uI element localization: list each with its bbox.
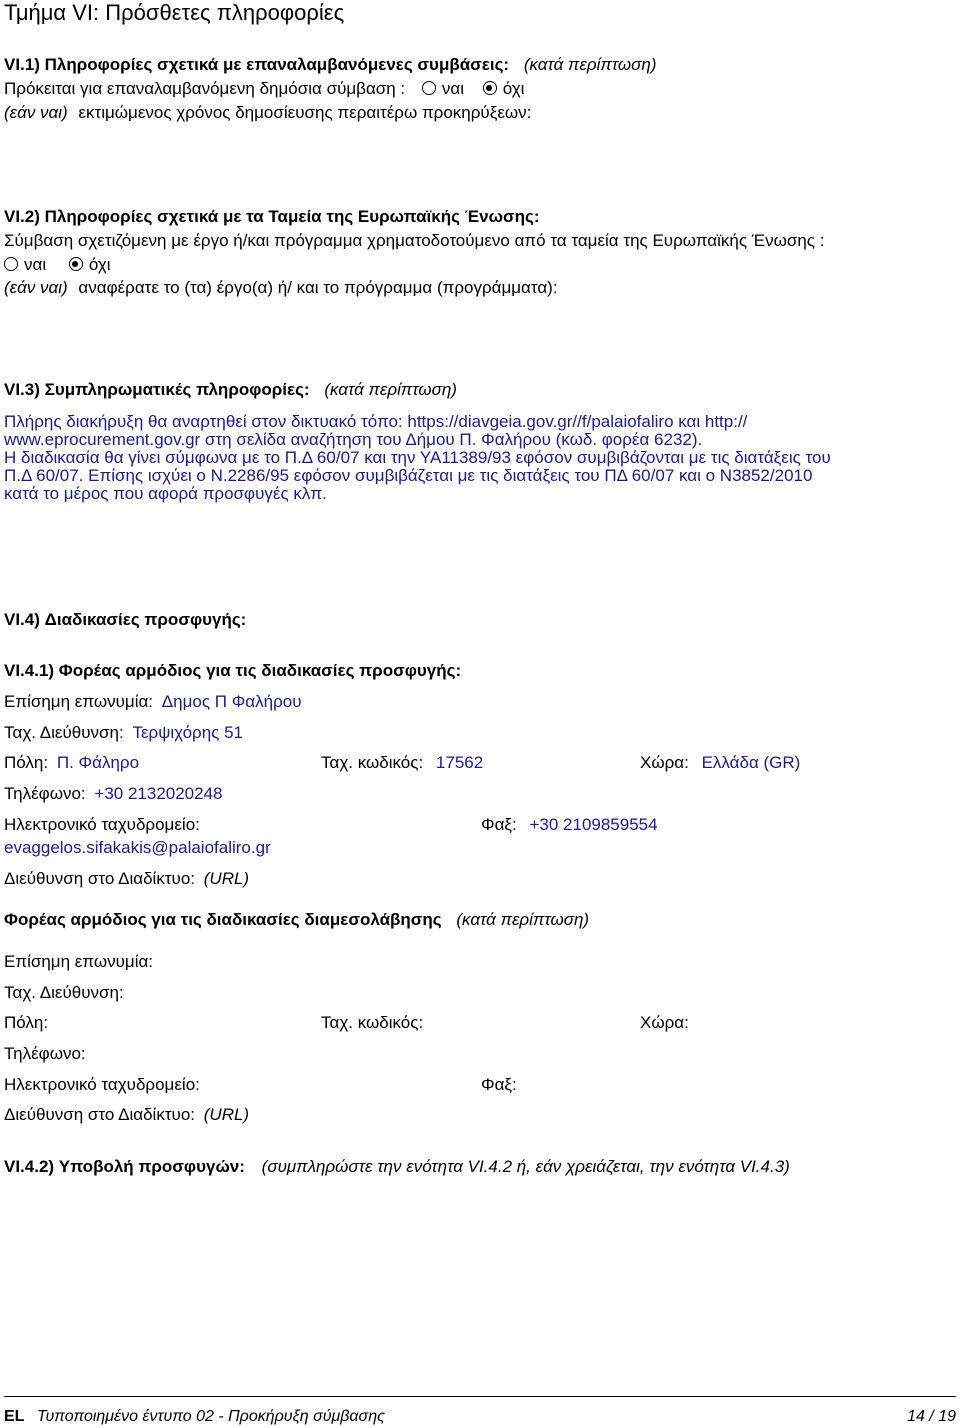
city-value: Π. Φάληρο: [56, 753, 140, 772]
phone-value: +30 2132020248: [94, 784, 223, 803]
section-vi3-heading-row: [4, 380, 457, 400]
recurrent-yes-option[interactable]: [422, 79, 464, 98]
review-body-address-row: [4, 723, 243, 743]
radio-no-icon[interactable]: [483, 81, 497, 95]
eu-yes-option[interactable]: [4, 255, 46, 274]
section-vi2-options-row: [4, 255, 111, 275]
recurrent-question: Πρόκειται για επαναλαμβανόμενη δημόσια σύμβαση :: [4, 79, 406, 98]
fax-label: Φαξ:: [481, 815, 517, 834]
mediation-email-label: Ηλεκτρονικό ταχυδρομείο:: [4, 1075, 200, 1094]
mediation-phone-label: Τηλέφωνο:: [4, 1044, 86, 1063]
city-label: Πόλη:: [4, 753, 49, 772]
url-note: (URL): [203, 869, 250, 888]
eu-ifyes-text: αναφέρατε το (τα) έργο(α) ή/ και το πρόγραμμα (προγράμματα):: [78, 278, 558, 297]
section-vi1-heading-row: [4, 55, 657, 75]
mediation-city-label: Πόλη:: [4, 1013, 49, 1032]
footer-divider: [4, 1396, 956, 1397]
section-vi42-heading: VI.4.2) Υποβολή προσφυγών:: [4, 1157, 245, 1176]
phone-label: Τηλέφωνο:: [4, 784, 86, 803]
mediation-note: (κατά περίπτωση): [456, 910, 590, 929]
footer-page: 14 / 19: [907, 1408, 956, 1425]
page-title: Τμήμα VI: Πρόσθετες πληροφορίες: [4, 0, 345, 25]
additional-info-line: Π.Δ 60/07. Επίσης ισχύει ο Ν.2286/95 εφόσον συμβιβάζεται με τις διατάξεις του ΠΔ 60/07 και ο Ν3852/2010: [4, 466, 813, 485]
email-label: Ηλεκτρονικό ταχυδρομείο:: [4, 815, 200, 834]
review-body-city-row: [4, 753, 139, 773]
mediation-country-label: Χώρα:: [640, 1013, 689, 1032]
review-body-postal-row: [321, 753, 483, 773]
eu-no-label: όχι: [88, 255, 111, 274]
recurrent-yes-label: ναι: [441, 79, 465, 98]
review-body-fax-row: [481, 815, 658, 835]
footer-form: Τυποποιημένο έντυπο 02 - Προκήρυξη σύμβασης: [36, 1408, 385, 1425]
section-vi1-question-row: [4, 79, 524, 99]
section-vi41-heading: VI.4.1) Φορέας αρμόδιος για τις διαδικασίες προσφυγής:: [4, 661, 462, 680]
mediation-heading: Φορέας αρμόδιος για τις διαδικασίες διαμεσολάβησης: [4, 910, 442, 929]
recurrent-no-label: όχι: [502, 79, 525, 98]
mediation-fax-label: Φαξ:: [481, 1075, 517, 1094]
recurrent-no-option[interactable]: [483, 79, 525, 98]
review-body-country-row: [640, 753, 800, 773]
section-vi2-ifyes-row: [4, 278, 558, 298]
additional-info-line: κατά το μέρος που αφορά προσφυγές κλπ.: [4, 484, 327, 503]
radio-no-icon[interactable]: [69, 257, 83, 271]
recurrent-ifyes: (εάν ναι): [4, 103, 68, 122]
url-label: Διεύθυνση στο Διαδίκτυο:: [4, 869, 196, 888]
section-vi42-note: (συμπληρώστε την ενότητα VI.4.2 ή, εάν χρειάζεται, την ενότητα VI.4.3): [261, 1157, 790, 1176]
footer-left: [4, 1408, 385, 1426]
address-label: Ταχ. Διεύθυνση:: [4, 723, 124, 742]
recurrent-ifyes-text: εκτιμώμενος χρόνος δημοσίευσης περαιτέρω προκηρύξεων:: [78, 103, 532, 122]
mediation-heading-row: [4, 910, 589, 930]
section-vi1-heading: VI.1) Πληροφορίες σχετικά με επαναλαμβανόμενες συμβάσεις:: [4, 55, 510, 74]
section-vi4-heading: VI.4) Διαδικασίες προσφυγής:: [4, 610, 247, 629]
eu-yes-label: ναι: [24, 255, 47, 274]
official-name-label: Επίσημη επωνυμία:: [4, 692, 154, 711]
additional-info-line: Πλήρης διακήρυξη θα αναρτηθεί στον δικτυακό τόπο: https://diavgeia.gov.gr//f/palaiofaliro και http://: [4, 412, 748, 431]
postal-value: 17562: [435, 753, 484, 772]
country-label: Χώρα:: [640, 753, 689, 772]
mediation-address-label: Ταχ. Διεύθυνση:: [4, 983, 124, 1002]
postal-label: Ταχ. κωδικός:: [321, 753, 424, 772]
review-body-url-row: [4, 869, 249, 889]
radio-yes-icon[interactable]: [422, 81, 436, 95]
country-value: Ελλάδα (GR): [701, 753, 801, 772]
section-vi1-note: (κατά περίπτωση): [523, 55, 657, 74]
additional-info-line: www.eprocurement.gov.gr στη σελίδα αναζήτηση του Δήμου Π. Φαλήρου (κωδ. φορέα 6232).: [4, 430, 703, 449]
review-body-phone-row: [4, 784, 223, 804]
mediation-url-note: (URL): [203, 1105, 250, 1124]
additional-info-line: Η διαδικασία θα γίνει σύμφωνα με το Π.Δ 60/07 και την ΥΑ11389/93 εφόσον συμβιβάζονται με τις διατάξεις του: [4, 448, 831, 467]
fax-value: +30 2109859554: [529, 815, 658, 834]
eu-funds-question: Σύμβαση σχετιζόμενη με έργο ή/και πρόγραμμα χρηματοδοτούμενο από τα ταμεία της Ευρωπαϊκής Ένωσης :: [4, 231, 825, 250]
mediation-postal-label: Ταχ. κωδικός:: [321, 1013, 424, 1032]
address-value: Τερψιχόρης 51: [132, 723, 243, 742]
mediation-url-label: Διεύθυνση στο Διαδίκτυο:: [4, 1105, 196, 1124]
mediation-url-row: [4, 1105, 249, 1125]
section-vi1-ifyes-row: [4, 103, 531, 123]
eu-no-option[interactable]: [69, 255, 111, 274]
section-vi3-heading: VI.3) Συμπληρωματικές πληροφορίες:: [4, 380, 310, 399]
email-value: evaggelos.sifakakis@palaiofaliro.gr: [4, 838, 271, 857]
section-vi42-row: [4, 1157, 790, 1177]
section-vi3-note: (κατά περίπτωση): [324, 380, 457, 399]
section-vi2-heading: VI.2) Πληροφορίες σχετικά με τα Ταμεία της Ευρωπαϊκής Ένωσης:: [4, 207, 540, 226]
footer-lang: EL: [4, 1408, 25, 1425]
review-body-name-row: [4, 692, 302, 712]
mediation-official-name-label: Επίσημη επωνυμία:: [4, 952, 154, 971]
radio-yes-icon[interactable]: [4, 257, 18, 271]
official-name-value: Δημος Π Φαλήρου: [161, 692, 302, 711]
eu-ifyes: (εάν ναι): [4, 278, 68, 297]
